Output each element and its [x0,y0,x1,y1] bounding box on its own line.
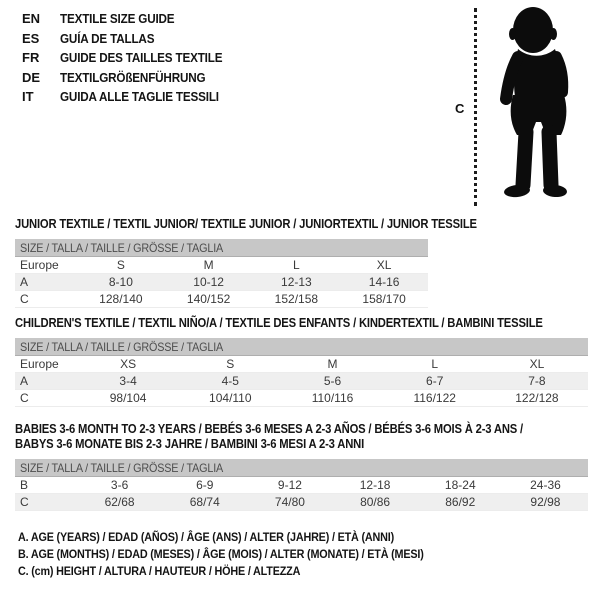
size-header-text: SIZE / TALLA / TAILLE / GRÖSSE / TAGLIA [20,461,224,475]
size-cell: 12-13 [281,275,312,289]
lang-code: DE [22,69,41,85]
row-label: Europe [20,357,59,371]
table-title-text: JUNIOR TEXTILE / TEXTIL JUNIOR/ TEXTILE JUNIOR / JUNIORTEXTIL / JUNIOR TESSILE [15,217,477,231]
size-cell: 6-9 [196,478,214,492]
lang-code: IT [22,89,34,105]
size-cell: 92/98 [530,495,561,509]
size-cell: 74/80 [274,495,305,509]
size-cell: 110/116 [311,391,354,405]
legend-line-a [18,530,469,547]
size-cell: 14-16 [368,275,400,289]
size-header-bar [15,239,428,257]
size-cell: M [327,357,338,371]
size-cell: S [226,357,235,371]
table-row-a [15,373,588,390]
row-label: C [20,292,29,306]
lang-row-fr [22,48,240,68]
language-list [22,9,240,107]
size-cell: 10-12 [193,275,224,289]
legend [18,530,469,581]
lang-label: GUÍA DE TALLAS [60,30,155,46]
table-row-c [15,291,428,308]
size-cell: XS [120,357,137,371]
table-title [15,422,588,437]
size-cell: 24-36 [530,478,561,492]
size-cell: 5-6 [323,374,342,388]
table-title [15,217,477,232]
legend-line-c [18,564,469,581]
row-label: Europe [20,258,59,272]
size-header-text: SIZE / TALLA / TAILLE / GRÖSSE / TAGLIA [20,241,224,255]
legend-text-c: C. (cm) HEIGHT / ALTURA / HAUTEUR / HÖHE / ALTEZZA [18,564,301,578]
children-textile-table [15,316,588,407]
legend-text-b: B. AGE (MONTHS) / EDAD (MESES) / ÂGE (MOIS) / ALTER (MONATE) / ETÀ (MESI) [18,547,424,561]
toddler-silhouette-icon [486,4,596,209]
size-header-bar [15,338,588,356]
size-cell: 4-5 [221,374,239,388]
size-cell: 68/74 [189,495,220,509]
size-cell: 6-7 [426,374,444,388]
lang-code: FR [22,50,40,66]
size-header-text: SIZE / TALLA / TAILLE / GRÖSSE / TAGLIA [20,340,224,354]
table-title-line1: BABIES 3-6 MONTH TO 2-3 YEARS / BEBÉS 3-6 MESES A 2-3 AÑOS / BÉBÉS 3-6 MOIS À 2-3 ANS / [15,422,524,436]
row-label: C [20,391,29,405]
size-cell: 12-18 [359,478,391,492]
babies-textile-table [15,422,588,511]
size-cell: 8-10 [108,275,133,289]
lang-label: GUIDA ALLE TAGLIE TESSILI [60,89,219,105]
size-cell: 152/158 [274,292,319,306]
size-cell: L [293,258,300,272]
row-label: C [20,495,29,509]
size-cell: 18-24 [444,478,476,492]
lang-label: TEXTILE SIZE GUIDE [60,11,175,27]
size-cell: 128/140 [99,292,143,306]
lang-label: TEXTILGRÖßENFÜHRUNG [60,69,206,85]
size-cell: 98/104 [109,391,147,405]
table-row-b [15,477,588,494]
size-cell: 104/110 [209,391,252,405]
table-title-line2: BABYS 3-6 MONATE BIS 2-3 JAHRE / BAMBINI 3-6 MESI A 2-3 ANNI [15,437,365,451]
legend-line-b [18,547,469,564]
row-label: A [20,275,29,289]
height-label-c: C [455,101,465,116]
size-cell: 86/92 [445,495,476,509]
size-cell: 122/128 [515,391,559,405]
table-row-europe [15,257,428,274]
size-cell: 9-12 [277,478,302,492]
lang-code: ES [22,30,40,46]
table-row-europe [15,356,588,373]
size-header-bar [15,459,588,477]
table-row-a [15,274,428,291]
size-cell: M [203,258,214,272]
size-cell: 62/68 [104,495,135,509]
lang-row-en [22,9,240,29]
size-cell: S [116,258,125,272]
size-cell: 140/152 [186,292,231,306]
legend-text-a: A. AGE (YEARS) / EDAD (AÑOS) / ÂGE (ANS) / ALTER (JAHRE) / ETÀ (ANNI) [18,530,394,544]
table-row-c [15,494,588,511]
table-title-text: CHILDREN'S TEXTILE / TEXTIL NIÑO/A / TEXTILE DES ENFANTS / KINDERTEXTIL / BAMBINI TESSILE [15,316,543,330]
size-cell: 158/170 [362,292,406,306]
height-dotted-line [474,8,477,206]
size-cell: 80/86 [360,495,391,509]
lang-row-it [22,87,240,107]
size-cell: 116/122 [413,391,456,405]
size-cell: 7-8 [528,374,546,388]
table-row-c [15,390,588,407]
row-label: B [20,478,29,492]
lang-row-de [22,68,240,88]
size-cell: XL [376,258,392,272]
size-cell: 3-6 [110,478,129,492]
size-cell: XL [529,357,545,371]
row-label: A [20,374,29,388]
lang-code: EN [22,11,41,27]
lang-row-es [22,29,240,49]
lang-label: GUIDE DES TAILLES TEXTILE [60,50,223,66]
junior-textile-table [15,217,477,308]
table-title [15,437,588,452]
size-cell: L [431,357,439,371]
table-title [15,316,588,331]
size-cell: 3-4 [119,374,137,388]
